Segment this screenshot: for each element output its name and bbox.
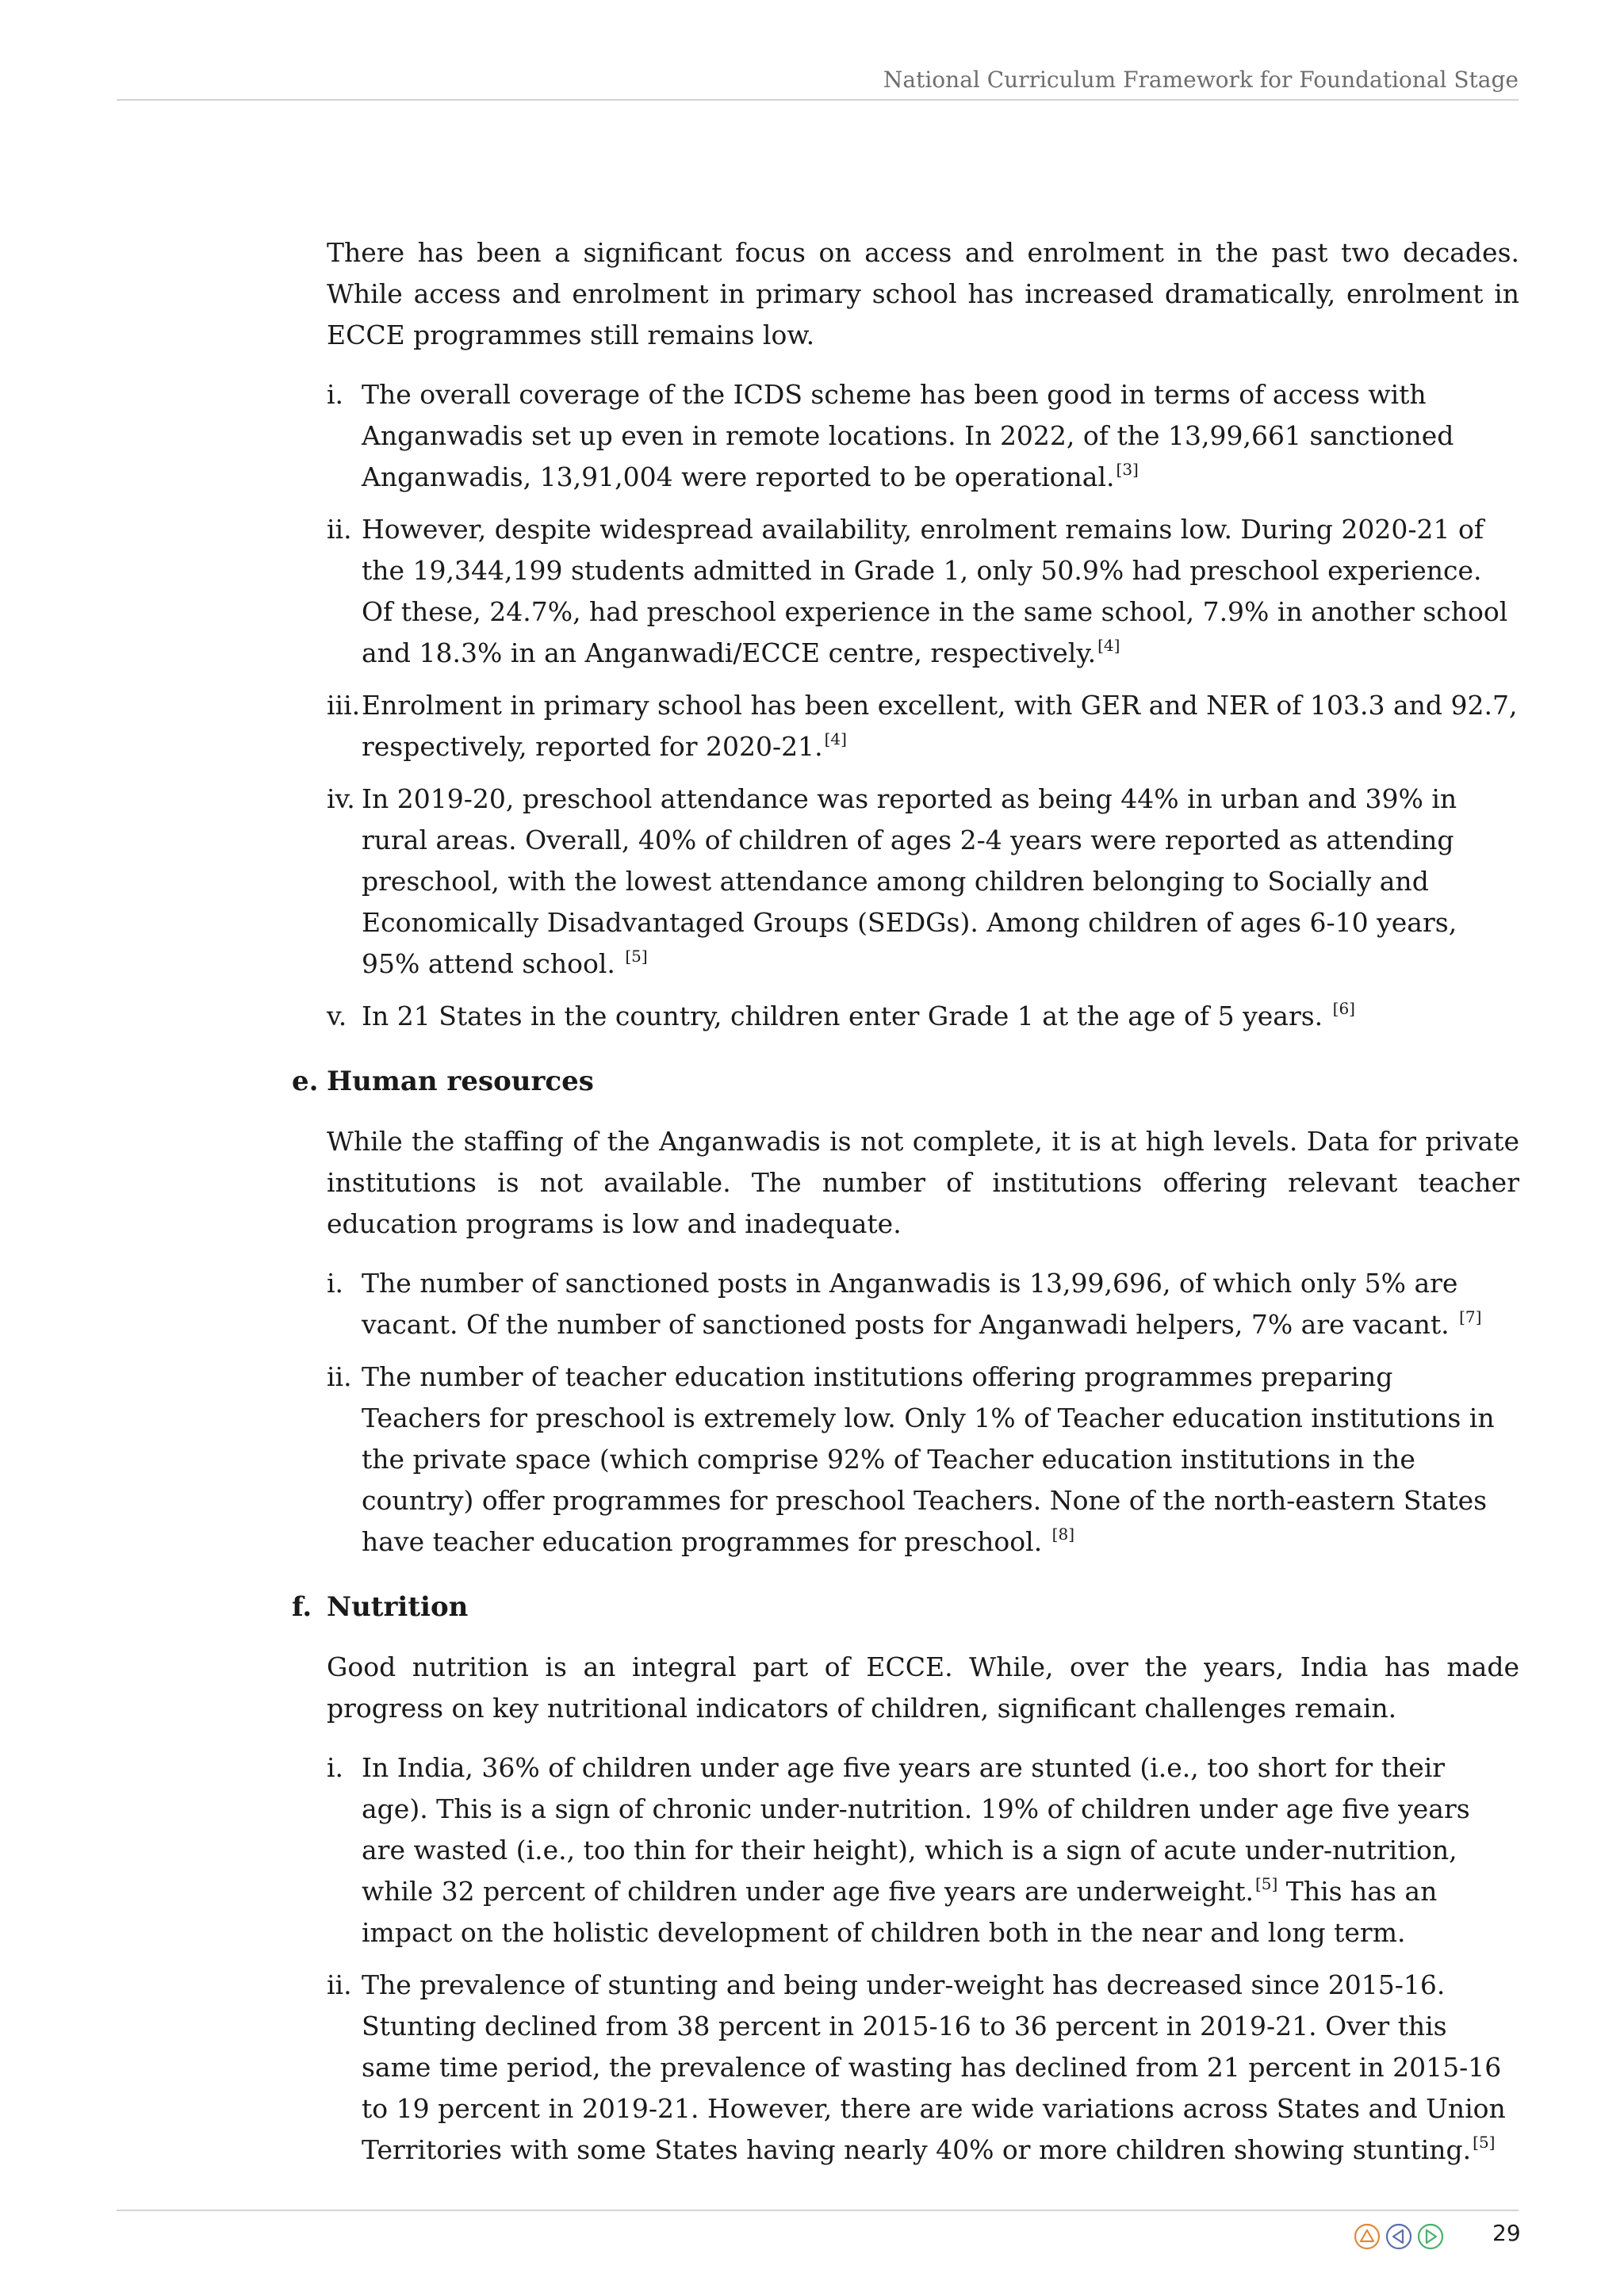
list-item [327, 1747, 1519, 1954]
section-title: Human resources [327, 1066, 594, 1097]
list-item-number: ii. [327, 514, 352, 545]
access-intro-paragraph: There has been a significant focus on access and enrolment in the past two decades. While access and enrolment in primary school has increased dramatically, enrolment in ECCE programmes still remains low. [327, 237, 1519, 350]
list-item [327, 996, 1519, 1037]
human-resources-intro-paragraph: While the staffing of the Anganwadis is not complete, it is at high levels. Data for private institutions is not available. The number of institutions offering relevant teacher education programs is low and inadequate. [327, 1126, 1519, 1239]
list-item [327, 1965, 1519, 2171]
triangle-logo-icon [1354, 2223, 1381, 2250]
list-item-text-continued: This has an impact on the holistic development of children both in the near and long term. [362, 1876, 1438, 1948]
header-divider [117, 99, 1519, 101]
list-item-number: ii. [327, 1361, 352, 1392]
left-arrow-logo-icon [1385, 2223, 1412, 2250]
access-list [327, 374, 1519, 1037]
section-letter: e. [292, 1066, 319, 1097]
list-item [327, 779, 1519, 985]
list-item-number: i. [327, 379, 344, 410]
nutrition-intro-paragraph: Good nutrition is an integral part of ECCE. While, over the years, India has made progress on key nutritional indicators of children, significant challenges remain. [327, 1651, 1519, 1724]
citation-ref: [6] [1332, 999, 1355, 1018]
list-item-text: Enrolment in primary school has been excellent, with GER and NER of 103.3 and 92.7, respectively, reported for 2020-21. [362, 690, 1518, 762]
list-item-text: In India, 36% of children under age five years are stunted (i.e., too short for their age). This is a sign of chronic under-nutrition. 19% of children under age five years are wasted (i.e., too thin for their height), which is a sign of acute under-nutrition, while 32 percent of children under age five years are underweight. [362, 1752, 1470, 1907]
citation-ref: [4] [824, 729, 847, 748]
list-item-text: In 2019-20, preschool attendance was reported as being 44% in urban and 39% in rural areas. Overall, 40% of children of ages 2-4 years were reported as attending preschool, with the lowest attendance among children belonging to Socially and Economically Disadvantaged Groups (SEDGs). Among children of ages 6-10 years, 95% attend school. [362, 783, 1457, 979]
section-letter: f. [292, 1591, 312, 1623]
citation-ref: [7] [1459, 1307, 1482, 1326]
list-item-text: In 21 States in the country, children enter Grade 1 at the age of 5 years. [362, 1001, 1331, 1031]
page-number: 29 [1492, 2220, 1521, 2246]
list-item [327, 509, 1519, 674]
footer-divider [117, 2210, 1519, 2211]
citation-ref: [4] [1097, 636, 1120, 655]
list-item-number: ii. [327, 1969, 352, 2000]
list-item-text: The prevalence of stunting and being under-weight has decreased since 2015-16. Stunting declined from 38 percent in 2015-16 to 36 percent in 2019-21. Over this same time period, the prevalence of wasting has declined from 21 percent in 2015-16 to 19 percent in 2019-21. However, there are wide variations across States and Union Territories with some States having nearly 40% or more children showing stunting. [362, 1969, 1506, 2165]
nutrition-list [327, 1747, 1519, 2171]
list-item-number: iv. [327, 783, 355, 814]
citation-ref: [5] [1254, 1874, 1278, 1893]
list-item [327, 1263, 1519, 1345]
list-item-text: The number of sanctioned posts in Anganwadis is 13,99,696, of which only 5% are vacant. Of the number of sanctioned posts for Anganwadi helpers, 7% are vacant. [362, 1268, 1458, 1340]
list-item-text: The number of teacher education institutions offering programmes preparing Teachers for preschool is extremely low. Only 1% of Teacher education institutions in the private space (which comprise 92% of Teacher education institutions in the country) offer programmes for preschool Teachers. None of the north-eastern States have teacher education programmes for preschool. [362, 1361, 1495, 1557]
section-title: Nutrition [327, 1591, 469, 1623]
citation-ref: [5] [1473, 2133, 1496, 2152]
section-heading-nutrition [292, 1586, 1519, 1628]
list-item [327, 685, 1519, 767]
page-content [292, 232, 1519, 2189]
section-heading-human-resources [292, 1061, 1519, 1102]
list-item-text: The overall coverage of the ICDS scheme has been good in terms of access with Anganwadis set up even in remote locations. In 2022, of the 13,99,661 sanctioned Anganwadis, 13,91,004 were reported to be operational. [362, 379, 1454, 492]
list-item-number: i. [327, 1752, 344, 1783]
right-arrow-logo-icon [1417, 2223, 1444, 2250]
list-item [327, 374, 1519, 498]
list-item [327, 1357, 1519, 1563]
footer-logo-group [1354, 2223, 1444, 2250]
running-header-title: National Curriculum Framework for Foundational Stage [883, 67, 1519, 93]
human-resources-list [327, 1263, 1519, 1563]
citation-ref: [8] [1051, 1525, 1075, 1544]
list-item-text: However, despite widespread availability, enrolment remains low. During 2020-21 of the 19,344,199 students admitted in Grade 1, only 50.9% had preschool experience. Of these, 24.7%, had preschool experience in the same school, 7.9% in another school and 18.3% in an Anganwadi/ECCE centre, respectively. [362, 514, 1508, 668]
citation-ref: [5] [625, 947, 648, 966]
list-item-number: v. [327, 1001, 347, 1031]
list-item-number: i. [327, 1268, 344, 1299]
list-item-number: iii. [327, 690, 361, 721]
citation-ref: [3] [1116, 460, 1139, 479]
